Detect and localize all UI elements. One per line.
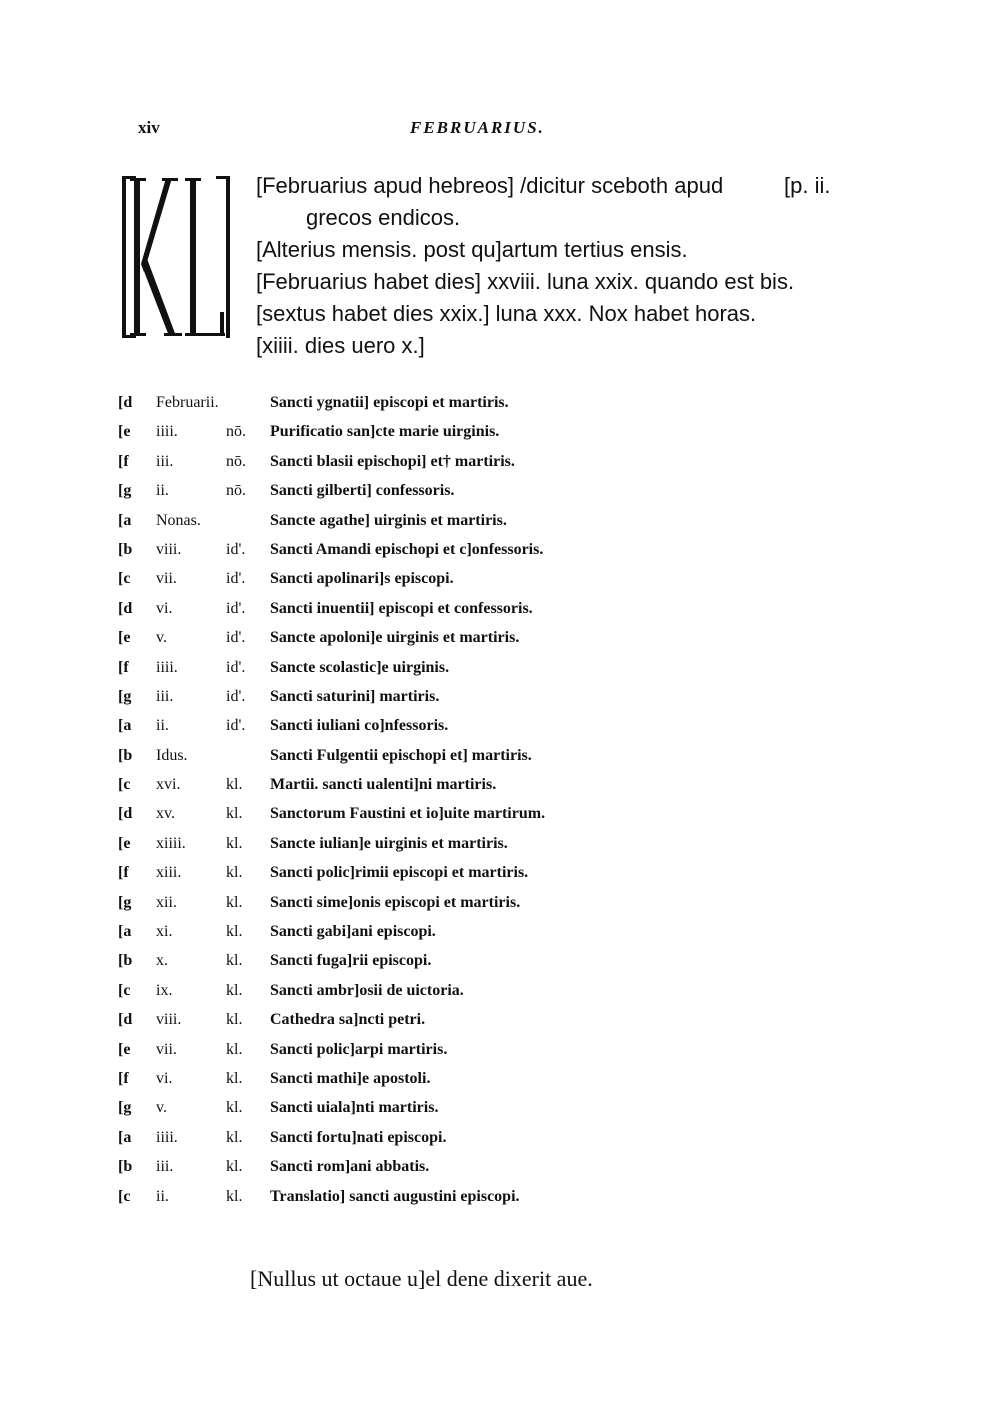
- intro-line: grecos endicos.: [306, 205, 461, 230]
- calendar-abbreviation: id'.: [226, 717, 246, 735]
- calendar-day: ii.: [156, 1187, 169, 1205]
- calendar-letter: [f: [118, 658, 129, 676]
- calendar-day: xi.: [156, 923, 173, 941]
- calendar-letter: [d: [118, 1011, 133, 1029]
- calendar-day: iiii.: [156, 1128, 178, 1146]
- calendar-abbreviation: kl.: [226, 1128, 243, 1146]
- calendar-entry: Sancti mathi]e apostoli.: [270, 1069, 431, 1087]
- calendar-day: iii.: [156, 687, 174, 705]
- calendar-abbreviation: kl.: [226, 1011, 243, 1029]
- calendar-abbreviation: nō.: [226, 482, 246, 500]
- calendar-entry: Sancti blasii epischopi] et† martiris.: [270, 452, 515, 470]
- intro-line: [sextus habet dies xxix.] luna xxx. Nox habet horas.: [256, 301, 757, 326]
- calendar-letter: [a: [118, 717, 132, 735]
- calendar-entry: Sancte agathe] uirginis et martiris.: [270, 511, 507, 529]
- calendar-day: iiii.: [156, 658, 178, 676]
- calendar-day: Idus.: [156, 746, 188, 764]
- calendar-row: [118, 1152, 678, 1181]
- calendar-row: [118, 623, 678, 652]
- calendar-letter: [f: [118, 864, 129, 882]
- calendar-row: [118, 447, 678, 476]
- calendar-row: [118, 535, 678, 564]
- calendar-row: [118, 1005, 678, 1034]
- calendar-letter: [b: [118, 952, 133, 970]
- calendar-entry: Cathedra sa]ncti petri.: [270, 1011, 426, 1029]
- calendar-row: [118, 1035, 678, 1064]
- calendar-row: [118, 711, 678, 740]
- calendar-row: [118, 976, 678, 1005]
- calendar-day: ix.: [156, 981, 173, 999]
- calendar-abbreviation: kl.: [226, 1187, 243, 1205]
- calendar-abbreviation: kl.: [226, 776, 243, 794]
- calendar-day: xv.: [156, 805, 175, 823]
- calendar-day: xii.: [156, 893, 177, 911]
- calendar-day: ii.: [156, 482, 169, 500]
- intro-line: [Februarius apud hebreos] /dicitur sceboth apud: [256, 173, 724, 198]
- calendar-letter: [a: [118, 511, 132, 529]
- calendar-row: [118, 770, 678, 799]
- calendar-day: iii.: [156, 1158, 174, 1176]
- calendar-day: vi.: [156, 599, 173, 617]
- calendar-abbreviation: kl.: [226, 1158, 243, 1176]
- calendar-abbreviation: kl.: [226, 981, 243, 999]
- calendar-day: Nonas.: [156, 511, 201, 529]
- calendar-row: [118, 888, 678, 917]
- calendar-row: [118, 1182, 678, 1211]
- calendar-entry: Sancte scolastic]e uirginis.: [270, 658, 450, 676]
- calendar-entry: Sancti sime]onis episcopi et martiris.: [270, 893, 521, 911]
- calendar-abbreviation: id'.: [226, 687, 246, 705]
- calendar-abbreviation: kl.: [226, 1069, 243, 1087]
- calendar-abbreviation: kl.: [226, 1099, 243, 1117]
- calendar-abbreviation: id'.: [226, 629, 246, 647]
- calendar-entry: Sanctorum Faustini et io]uite martirum.: [270, 805, 546, 823]
- calendar-letter: [g: [118, 1099, 132, 1117]
- calendar-row: [118, 476, 678, 505]
- calendar-row: [118, 829, 678, 858]
- calendar-day: iii.: [156, 452, 174, 470]
- calendar-row: [118, 917, 678, 946]
- calendar-entry: Sancti polic]rimii episcopi et martiris.: [270, 864, 529, 882]
- calendar-entry: Sancti inuentii] episcopi et confessoris.: [270, 599, 533, 617]
- calendar-entry: Sancti gabi]ani episcopi.: [270, 923, 436, 941]
- calendar-row: [118, 682, 678, 711]
- calendar-row: [118, 564, 678, 593]
- calendar-entry: Sancti apolinari]s episcopi.: [270, 570, 454, 588]
- calendar-letter: [d: [118, 805, 133, 823]
- calendar-row: [118, 1093, 678, 1122]
- intro-block: [256, 170, 856, 362]
- calendar-letter: [a: [118, 923, 132, 941]
- calendar-abbreviation: kl.: [226, 864, 243, 882]
- calendar-abbreviation: kl.: [226, 893, 243, 911]
- calendar-entry: Sancti Amandi epischopi et c]onfessoris.: [270, 540, 544, 558]
- calendar-entry: Sancte apoloni]e uirginis et martiris.: [270, 629, 520, 647]
- calendar-day: vii.: [156, 570, 177, 588]
- calendar-row: [118, 1064, 678, 1093]
- calendar-letter: [e: [118, 1040, 131, 1058]
- calendar-letter: [c: [118, 776, 131, 794]
- calendar-entry: Sancti gilberti] confessoris.: [270, 482, 455, 500]
- calendar-row: [118, 594, 678, 623]
- kl-initial-graphic: [120, 172, 232, 342]
- calendar-entry: Sancti saturini] martiris.: [270, 687, 440, 705]
- calendar-letter: [b: [118, 746, 133, 764]
- calendar-letter: [c: [118, 1187, 131, 1205]
- calendar-abbreviation: id'.: [226, 599, 246, 617]
- calendar-letter: [g: [118, 893, 132, 911]
- calendar-entry: Sancte iulian]e uirginis et martiris.: [270, 834, 508, 852]
- calendar-entry: Sancti iuliani co]nfessoris.: [270, 717, 449, 735]
- calendar-row: [118, 1123, 678, 1152]
- calendar-letter: [c: [118, 981, 131, 999]
- calendar-abbreviation: kl.: [226, 952, 243, 970]
- calendar-entry: Sancti ygnatii] episcopi et martiris.: [270, 394, 509, 411]
- intro-line: [Alterius mensis. post qu]artum tertius ensis.: [256, 237, 688, 262]
- calendar-entry: Sancti Fulgentii epischopi et] martiris.: [270, 746, 532, 764]
- calendar-day: ii.: [156, 717, 169, 735]
- calendar-letter: [e: [118, 423, 131, 441]
- calendar-letter: [g: [118, 482, 132, 500]
- calendar-entry: Purificatio san]cte marie uirginis.: [270, 423, 500, 441]
- calendar-day: Februarii.: [156, 394, 219, 411]
- page-reference: [p. ii.: [784, 173, 831, 198]
- calendar-letter: [b: [118, 540, 133, 558]
- calendar-day: x.: [156, 952, 168, 970]
- calendar-row: [118, 653, 678, 682]
- calendar-abbreviation: kl.: [226, 1040, 243, 1058]
- calendar-row: [118, 506, 678, 535]
- calendar-day: xiiii.: [156, 834, 186, 852]
- calendar-row: [118, 417, 678, 446]
- calendar-row: [118, 741, 678, 770]
- calendar-entry: Sancti ambr]osii de uictoria.: [270, 981, 464, 999]
- calendar-day: iiii.: [156, 423, 178, 441]
- calendar-entry: Martii. sancti ualenti]ni martiris.: [270, 776, 497, 794]
- calendar-abbreviation: id'.: [226, 540, 246, 558]
- calendar-day: xiii.: [156, 864, 182, 882]
- calendar-day: v.: [156, 629, 167, 647]
- calendar-abbreviation: id'.: [226, 658, 246, 676]
- calendar-day: vi.: [156, 1069, 173, 1087]
- calendar-letter: [e: [118, 629, 131, 647]
- calendar-row: [118, 858, 678, 887]
- calendar-abbreviation: nō.: [226, 423, 246, 441]
- calendar-letter: [b: [118, 1158, 133, 1176]
- calendar-entry: Sancti rom]ani abbatis.: [270, 1158, 430, 1176]
- calendar-letter: [d: [118, 394, 133, 411]
- calendar-letter: [f: [118, 1069, 129, 1087]
- footer-verse: [Nullus ut octaue u]el dene dixerit aue.: [250, 1266, 593, 1291]
- calendar-day: viii.: [156, 1011, 182, 1029]
- calendar-day: v.: [156, 1099, 167, 1117]
- intro-line: [xiiii. dies uero x.]: [256, 333, 425, 358]
- calendar-day: viii.: [156, 540, 182, 558]
- calendar-abbreviation: kl.: [226, 923, 243, 941]
- calendar-entry: Sancti polic]arpi martiris.: [270, 1040, 448, 1058]
- calendar-table: [118, 388, 678, 1211]
- calendar-entry: Sancti fuga]rii episcopi.: [270, 952, 432, 970]
- calendar-letter: [c: [118, 570, 131, 588]
- calendar-day: vii.: [156, 1040, 177, 1058]
- running-title: FEBRUARIUS.: [410, 118, 545, 137]
- calendar-entry: Sancti fortu]nati episcopi.: [270, 1128, 447, 1146]
- calendar-row: [118, 388, 678, 417]
- calendar-abbreviation: id'.: [226, 570, 246, 588]
- calendar-row: [118, 799, 678, 828]
- calendar-abbreviation: kl.: [226, 805, 243, 823]
- calendar-entry: Translatio] sancti augustini episcopi.: [270, 1187, 520, 1205]
- calendar-entry: Sancti uiala]nti martiris.: [270, 1099, 439, 1117]
- calendar-letter: [f: [118, 452, 129, 470]
- calendar-letter: [e: [118, 834, 131, 852]
- calendar-abbreviation: kl.: [226, 834, 243, 852]
- calendar-letter: [a: [118, 1128, 132, 1146]
- page-number: xiv: [138, 118, 160, 137]
- intro-line: [Februarius habet dies] xxviii. luna xxix. quando est bis.: [256, 269, 795, 294]
- calendar-abbreviation: nō.: [226, 452, 246, 470]
- calendar-letter: [g: [118, 687, 132, 705]
- calendar-day: xvi.: [156, 776, 181, 794]
- calendar-row: [118, 946, 678, 975]
- calendar-letter: [d: [118, 599, 133, 617]
